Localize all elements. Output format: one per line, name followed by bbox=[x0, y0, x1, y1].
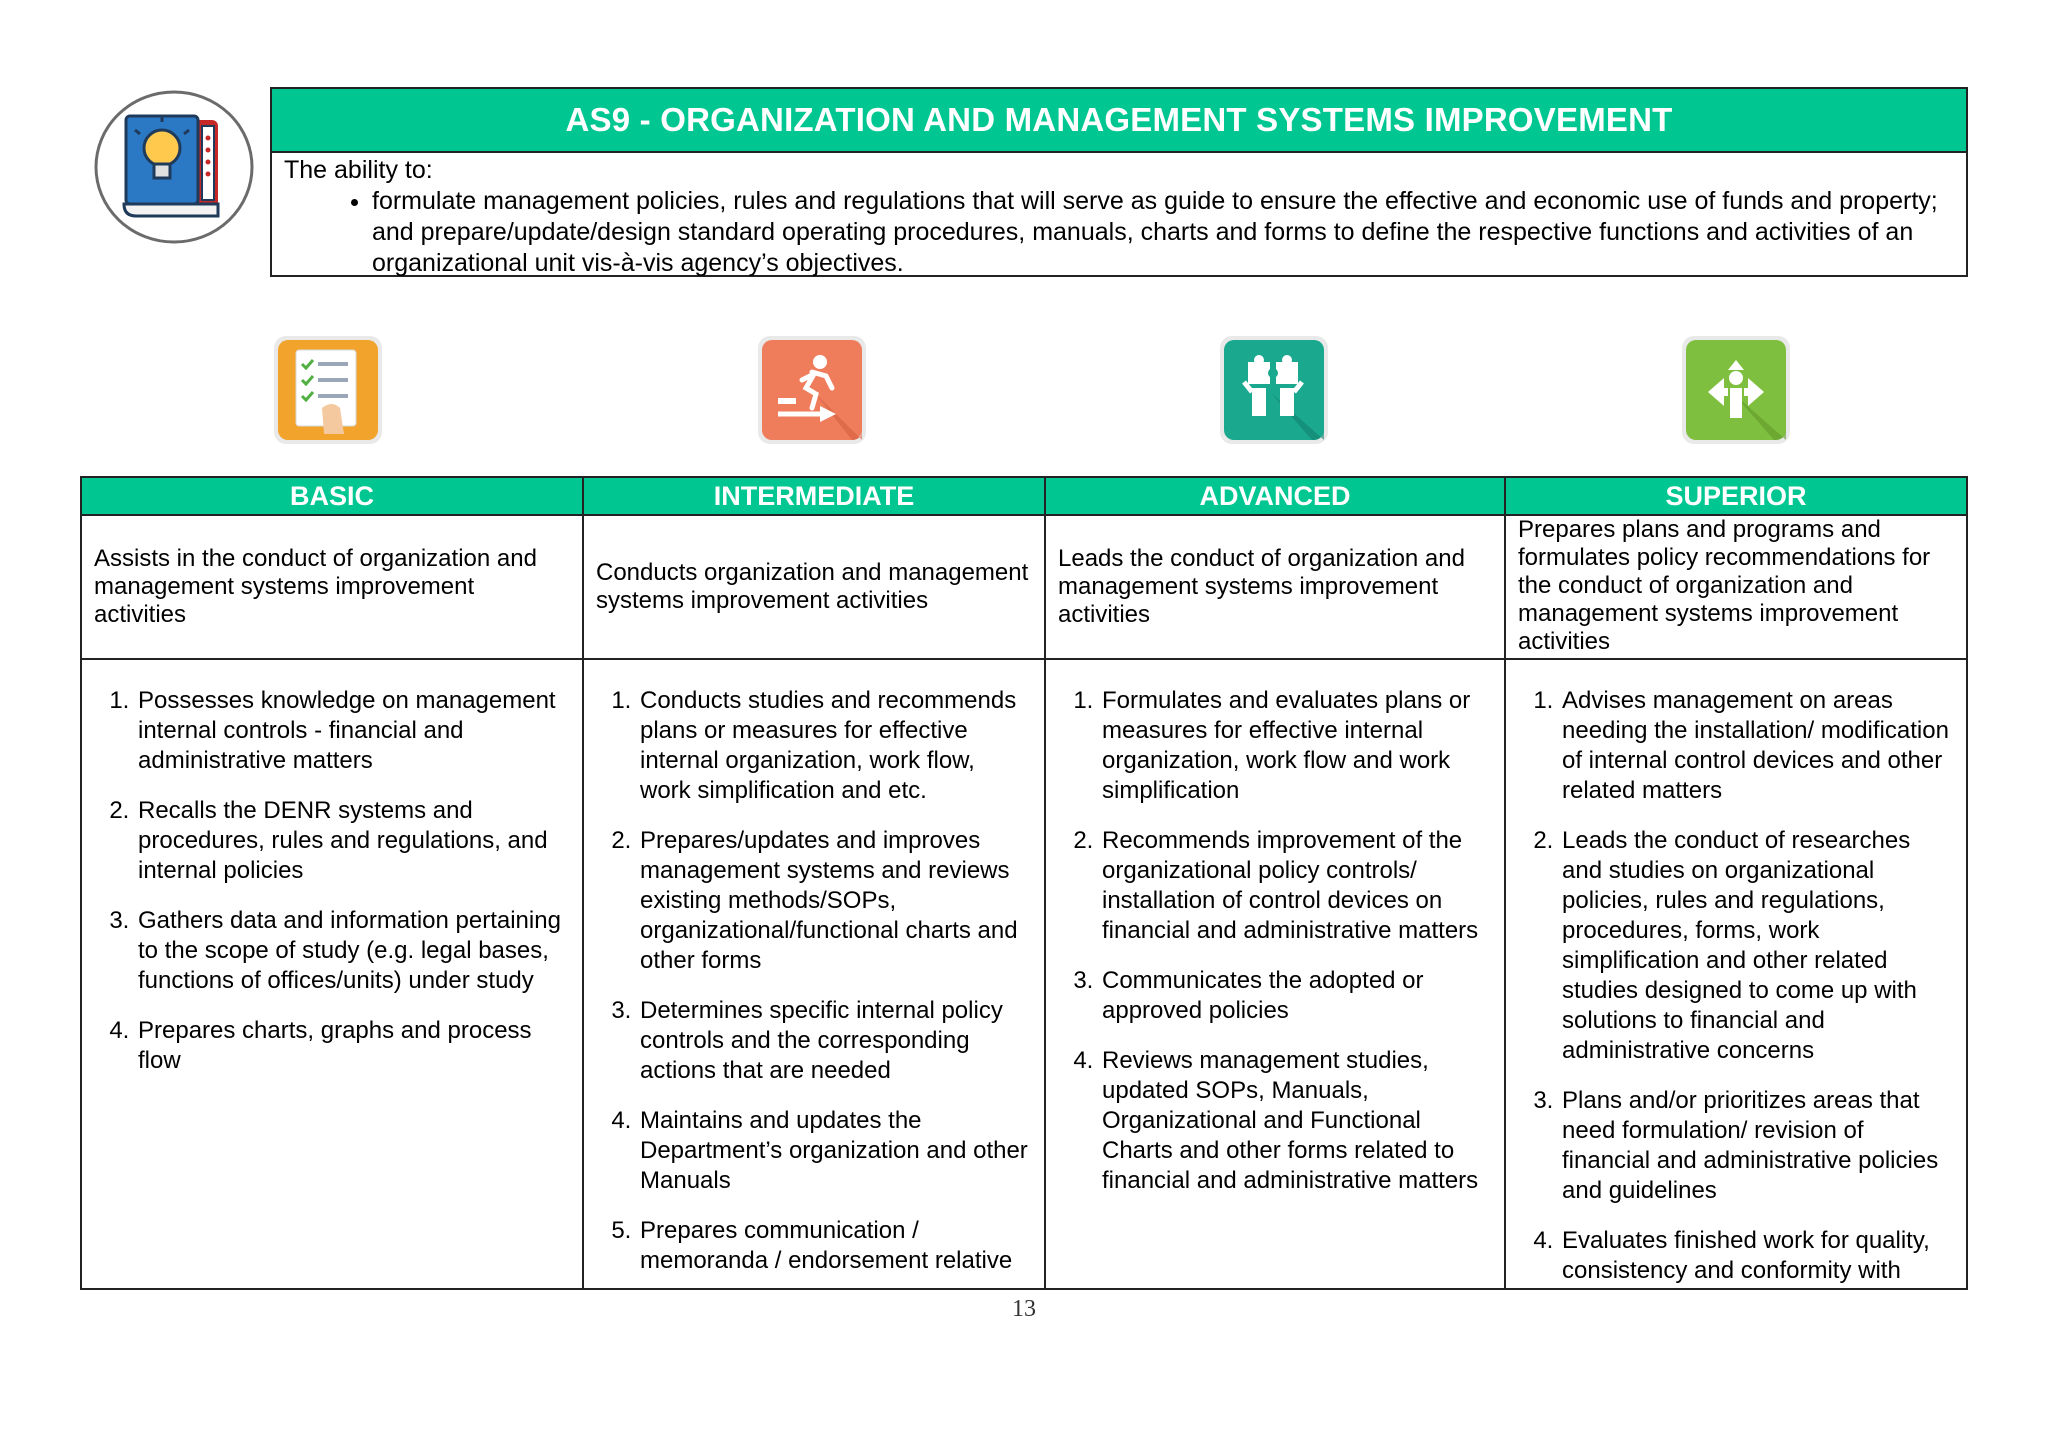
list-item: 4. Prepares charts, graphs and process flow bbox=[136, 1016, 570, 1076]
list-item: 3. Plans and/or prioritizes areas that need formulation/ revision of financial and administrative policies and guidelines bbox=[1560, 1086, 1954, 1206]
competency-header bbox=[270, 87, 1968, 277]
indicators-basic bbox=[82, 660, 582, 1288]
description-text: Assists in the conduct of organization and management systems improvement activities bbox=[94, 545, 537, 628]
competency-definition bbox=[272, 153, 1966, 281]
list-item: 1. Formulates and evaluates plans or measures for effective internal organization, work flow and work simplification bbox=[1100, 686, 1492, 806]
level-description-advanced bbox=[1044, 516, 1504, 658]
lightbulb-book-icon bbox=[94, 90, 254, 244]
description-text: Prepares plans and programs and formulates policy recommendations for the conduct of organization and management systems improvement activities bbox=[1518, 516, 1931, 655]
description-text: Leads the conduct of organization and management systems improvement activities bbox=[1058, 545, 1465, 628]
level-header-superior: SUPERIOR bbox=[1504, 478, 1966, 514]
page-number: 13 bbox=[1012, 1296, 1036, 1322]
list-item: 3. Gathers data and information pertaining to the scope of study (e.g. legal bases, functions of offices/units) under study bbox=[136, 906, 570, 996]
list-item: 1. Conducts studies and recommends plans or measures for effective internal organization, work flow, work simplification and etc. bbox=[638, 686, 1032, 806]
checklist-icon bbox=[270, 332, 386, 448]
definition-intro: The ability to: bbox=[284, 156, 433, 184]
list-item: 4. Reviews management studies, updated SOPs, Manuals, Organizational and Functional Charts and other forms related to financial and administrative matters bbox=[1100, 1046, 1492, 1196]
list-item: 1. Possesses knowledge on management internal controls - financial and administrative matters bbox=[136, 686, 570, 776]
competency-title: AS9 - ORGANIZATION AND MANAGEMENT SYSTEMS IMPROVEMENT bbox=[272, 89, 1966, 153]
exit-runner-icon bbox=[754, 332, 870, 448]
list-item: 2. Recommends improvement of the organizational policy controls/ installation of control devices on financial and administrative matters bbox=[1100, 826, 1492, 946]
description-text: Conducts organization and management systems improvement activities bbox=[596, 559, 1029, 614]
direction-arrows-icon bbox=[1678, 332, 1794, 448]
level-header-advanced: ADVANCED bbox=[1044, 478, 1504, 514]
level-description-superior bbox=[1504, 516, 1966, 658]
list-item: 3. Determines specific internal policy controls and the corresponding actions that are needed bbox=[638, 996, 1032, 1086]
proficiency-table bbox=[80, 476, 1968, 1290]
level-description-basic bbox=[82, 516, 582, 658]
level-header-basic: BASIC bbox=[289, 481, 374, 511]
definition-list bbox=[284, 186, 1954, 279]
list-item: 2. Leads the conduct of researches and studies on organizational policies, rules and regulations, procedures, forms, work simplification and other related studies designed to come up with solutions to financial and administrative concerns bbox=[1560, 826, 1954, 1066]
list-item: 5. Prepares communication / memoranda / endorsement relative bbox=[638, 1216, 1032, 1276]
level-header-intermediate: INTERMEDIATE bbox=[582, 478, 1044, 514]
level-description-row bbox=[82, 516, 1966, 660]
list-item: 2. Recalls the DENR systems and procedures, rules and regulations, and internal policies bbox=[136, 796, 570, 886]
definition-bullet: • formulate management policies, rules and regulations that will serve as guide to ensure the effective and economic use of funds and property; and prepare/update/design standard operating procedures, manuals, charts and forms to define the respective functions and activities of an organizational unit vis-à-vis agency’s objectives. bbox=[372, 186, 1954, 279]
level-description-intermediate bbox=[582, 516, 1044, 658]
indicators-superior bbox=[1504, 660, 1966, 1288]
list-item: 1. Advises management on areas needing the installation/ modification of internal control devices and other related matters bbox=[1560, 686, 1954, 806]
list-item: 4. Evaluates finished work for quality, consistency and conformity with bbox=[1560, 1226, 1954, 1286]
indicators-intermediate bbox=[582, 660, 1044, 1288]
list-item: 2. Prepares/updates and improves management systems and reviews existing methods/SOPs, organizational/functional charts and other forms bbox=[638, 826, 1032, 976]
puzzle-team-icon bbox=[1216, 332, 1332, 448]
behavioral-indicators-row bbox=[82, 660, 1966, 1288]
proficiency-header-row bbox=[82, 478, 1966, 516]
indicators-advanced bbox=[1044, 660, 1504, 1288]
list-item: 4. Maintains and updates the Department’s organization and other Manuals bbox=[638, 1106, 1032, 1196]
list-item: 3. Communicates the adopted or approved policies bbox=[1100, 966, 1492, 1026]
